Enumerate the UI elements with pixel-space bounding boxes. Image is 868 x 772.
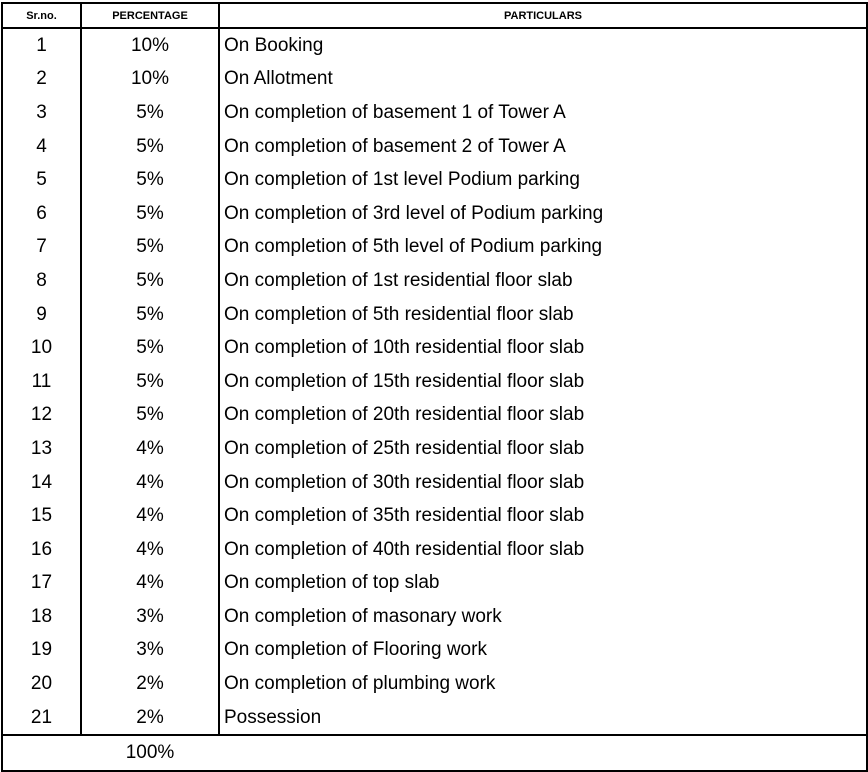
table-row — [2, 466, 867, 500]
table-row — [2, 130, 867, 164]
sr-cell: 19 — [2, 634, 81, 668]
table-row — [2, 634, 867, 668]
header-particulars: PARTICULARS — [219, 3, 867, 28]
particulars-cell: On completion of basement 2 of Tower A — [219, 130, 867, 164]
percentage-cell: 5% — [81, 331, 219, 365]
percentage-cell: 5% — [81, 96, 219, 130]
table-row — [2, 231, 867, 265]
particulars-cell: On completion of 40th residential floor slab — [219, 533, 867, 567]
sr-cell: 4 — [2, 130, 81, 164]
percentage-cell: 4% — [81, 567, 219, 601]
percentage-cell: 2% — [81, 701, 219, 736]
particulars-cell: On completion of plumbing work — [219, 667, 867, 701]
table-row — [2, 533, 867, 567]
sr-cell: 12 — [2, 399, 81, 433]
sr-cell: 21 — [2, 701, 81, 736]
payment-plan-table — [1, 2, 868, 772]
sr-cell: 5 — [2, 163, 81, 197]
particulars-cell: On completion of 20th residential floor slab — [219, 399, 867, 433]
header-row — [2, 3, 867, 28]
sr-cell: 11 — [2, 365, 81, 399]
percentage-cell: 4% — [81, 466, 219, 500]
table-row — [2, 567, 867, 601]
sr-cell: 7 — [2, 231, 81, 265]
particulars-cell: On completion of top slab — [219, 567, 867, 601]
percentage-cell: 4% — [81, 432, 219, 466]
sr-cell: 13 — [2, 432, 81, 466]
table-row — [2, 432, 867, 466]
total-row — [2, 735, 867, 771]
sr-cell: 10 — [2, 331, 81, 365]
particulars-cell: On completion of 35th residential floor slab — [219, 499, 867, 533]
header-percentage: PERCENTAGE — [81, 3, 219, 28]
particulars-cell: Possession — [219, 701, 867, 736]
percentage-cell: 4% — [81, 533, 219, 567]
sr-cell: 1 — [2, 28, 81, 63]
table-row — [2, 600, 867, 634]
table-row — [2, 96, 867, 130]
percentage-cell: 4% — [81, 499, 219, 533]
percentage-cell: 3% — [81, 634, 219, 668]
particulars-cell: On completion of 15th residential floor slab — [219, 365, 867, 399]
percentage-cell: 5% — [81, 399, 219, 433]
header-sr-no: Sr.no. — [2, 3, 81, 28]
sr-cell: 20 — [2, 667, 81, 701]
sr-cell: 2 — [2, 63, 81, 97]
table-body — [2, 28, 867, 735]
percentage-cell: 5% — [81, 130, 219, 164]
total-particulars-cell — [219, 735, 867, 771]
table-row — [2, 264, 867, 298]
particulars-cell: On completion of basement 1 of Tower A — [219, 96, 867, 130]
sr-cell: 16 — [2, 533, 81, 567]
table-row — [2, 28, 867, 63]
sr-cell: 8 — [2, 264, 81, 298]
sr-cell: 17 — [2, 567, 81, 601]
table-row — [2, 701, 867, 736]
table-row — [2, 163, 867, 197]
percentage-cell: 5% — [81, 231, 219, 265]
table-row — [2, 499, 867, 533]
sr-cell: 18 — [2, 600, 81, 634]
sr-cell: 3 — [2, 96, 81, 130]
total-sr-cell — [2, 735, 81, 771]
particulars-cell: On completion of 5th residential floor slab — [219, 298, 867, 332]
percentage-cell: 5% — [81, 365, 219, 399]
particulars-cell: On completion of Flooring work — [219, 634, 867, 668]
total-percentage: 100% — [81, 735, 219, 771]
sr-cell: 9 — [2, 298, 81, 332]
table-row — [2, 399, 867, 433]
percentage-cell: 5% — [81, 264, 219, 298]
percentage-cell: 3% — [81, 600, 219, 634]
table-row — [2, 667, 867, 701]
percentage-cell: 10% — [81, 28, 219, 63]
table-row — [2, 331, 867, 365]
table-row — [2, 197, 867, 231]
percentage-cell: 5% — [81, 163, 219, 197]
particulars-cell: On completion of 30th residential floor slab — [219, 466, 867, 500]
particulars-cell: On Booking — [219, 28, 867, 63]
particulars-cell: On completion of 1st level Podium parking — [219, 163, 867, 197]
particulars-cell: On completion of 1st residential floor slab — [219, 264, 867, 298]
particulars-cell: On completion of masonary work — [219, 600, 867, 634]
particulars-cell: On completion of 3rd level of Podium parking — [219, 197, 867, 231]
percentage-cell: 10% — [81, 63, 219, 97]
sr-cell: 6 — [2, 197, 81, 231]
table-row — [2, 298, 867, 332]
table-row — [2, 63, 867, 97]
particulars-cell: On completion of 25th residential floor slab — [219, 432, 867, 466]
particulars-cell: On Allotment — [219, 63, 867, 97]
particulars-cell: On completion of 10th residential floor slab — [219, 331, 867, 365]
percentage-cell: 5% — [81, 197, 219, 231]
percentage-cell: 5% — [81, 298, 219, 332]
particulars-cell: On completion of 5th level of Podium parking — [219, 231, 867, 265]
percentage-cell: 2% — [81, 667, 219, 701]
table-row — [2, 365, 867, 399]
sr-cell: 14 — [2, 466, 81, 500]
sr-cell: 15 — [2, 499, 81, 533]
